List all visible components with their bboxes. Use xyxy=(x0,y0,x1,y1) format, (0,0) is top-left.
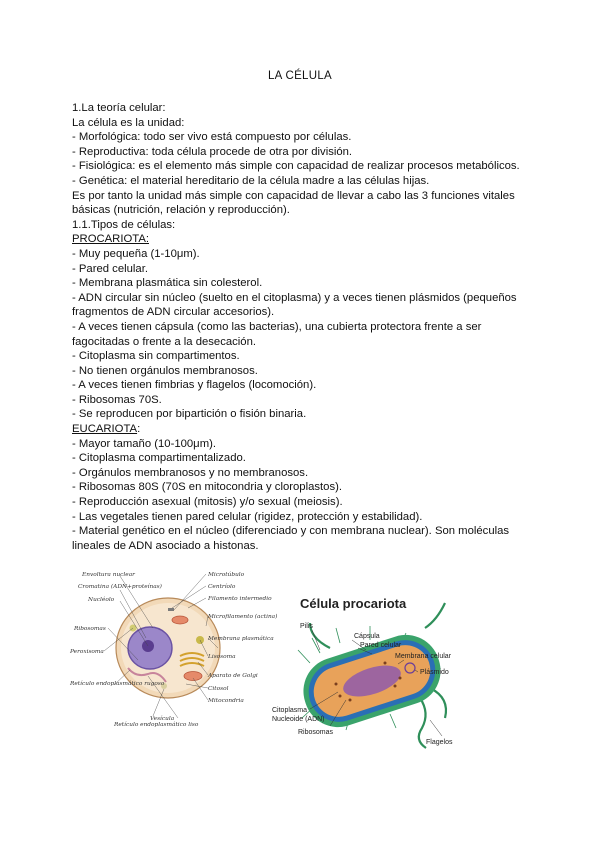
text-line: - Genética: el material hereditario de la célula madre a las células hijas. xyxy=(72,174,430,187)
label-membrana-celular: Membrana celular xyxy=(395,653,452,660)
list-item: - Muy pequeña (1-10μm). xyxy=(72,247,200,260)
text-line: 1.1.Tipos de células: xyxy=(72,218,176,231)
label-microfilamento: Microfilamento (actina) xyxy=(208,614,278,620)
text-line: 1.La teoría celular: xyxy=(72,102,166,114)
text-line: - Reproductiva: toda célula procede de otra por división. xyxy=(72,145,353,158)
text-line: - Fisiológica: es el elemento más simple con capacidad de realizar procesos metabólicos. xyxy=(72,160,520,173)
label-flagelos: Flagelos xyxy=(426,739,453,746)
label-nucleoide: Nucleoide (ADN) xyxy=(272,716,325,723)
list-item: - Membrana plasmática sin colesterol. xyxy=(72,277,263,290)
label-vesicula: Vesícula xyxy=(150,716,175,722)
label-lisosoma: Lisosoma xyxy=(208,654,236,660)
label-golgi: Aparato de Golgi xyxy=(208,673,258,679)
list-item: - Ribosomas 70S. xyxy=(72,393,162,406)
list-item: - Orgánulos membranosos y no membranosos. xyxy=(72,466,309,479)
text-line: La célula es la unidad: xyxy=(72,116,185,129)
list-item: - Citoplasma sin compartimentos. xyxy=(72,350,240,363)
label-pilis: Pilis xyxy=(300,623,313,630)
label-membrana: Membrana plasmática xyxy=(208,636,274,642)
list-item: - A veces tienen cápsula (como las bacterias), una cubierta protectora frente a ser fagocitadas o frente a la desecación. xyxy=(72,320,482,348)
list-item: - Se reproducen por bipartición o fisión binaria. xyxy=(72,408,307,421)
label-pared: Pared celular xyxy=(360,642,402,649)
text-line: - Morfológica: todo ser vivo está compuesto por células. xyxy=(72,131,352,144)
list-item: - Reproducción asexual (mitosis) y/o sexual (meiosis). xyxy=(72,496,343,509)
list-item: - Las vegetales tienen pared celular (rigidez, protección y estabilidad). xyxy=(72,510,423,523)
label-peroxisoma: Peroxisoma xyxy=(70,649,104,655)
label-cromatina: Cromatina (ADN+proteínas) xyxy=(78,584,162,590)
list-item: - Pared celular. xyxy=(72,262,148,275)
list-item: - No tienen orgánulos membranosos. xyxy=(72,364,258,377)
animal-cell-figure xyxy=(68,568,278,738)
list-item: - A veces tienen fimbrias y flagelos (locomoción). xyxy=(72,379,317,392)
eucariota-heading-line xyxy=(72,422,532,437)
label-citosol: Citosol xyxy=(208,686,229,692)
label-centriolo: Centríolo xyxy=(208,584,236,590)
label-filamento: Filamento intermedio xyxy=(208,596,272,602)
list-item: - Citoplasma compartimentalizado. xyxy=(72,452,246,465)
label-ribosomas: Ribosomas xyxy=(298,729,334,736)
label-microtubulo: Microtúbulo xyxy=(208,572,245,578)
prokaryote-figure xyxy=(270,588,470,748)
list-item: - Ribosomas 80S (70S en mitocondria y cloroplastos). xyxy=(72,481,342,494)
procariota-heading: PROCARIOTA: xyxy=(72,233,149,246)
centriole-shape xyxy=(168,608,174,611)
label-rel: Retículo endoplasmático liso xyxy=(114,722,199,728)
label-mitocondria: Mitocondria xyxy=(208,698,244,704)
mitochondria-shape xyxy=(184,672,202,681)
prokaryote-title: Célula procariota xyxy=(300,596,407,611)
document-body xyxy=(72,101,532,553)
label-envoltura: Envoltura nuclear xyxy=(82,572,135,578)
list-item: - ADN circular sin núcleo (suelto en el citoplasma) y a veces tienen plásmidos (pequeños fragmentos de ADN circular accesorios). xyxy=(72,291,517,319)
label-nucleolo: Nucléolo xyxy=(88,597,115,603)
label-plasmido: Plásmido xyxy=(420,669,449,676)
label-citoplasma: Citoplasma xyxy=(272,707,308,714)
eucariota-heading: EUCARIOTA xyxy=(72,423,138,436)
label-rer: Retículo endoplasmático rugoso xyxy=(70,681,165,687)
list-item: - Mayor tamaño (10-100μm). xyxy=(72,437,217,450)
label-ribosomas: Ribosomas xyxy=(74,626,106,632)
mitochondria-shape xyxy=(172,616,188,624)
eucariota-heading-colon: : xyxy=(137,423,141,436)
label-capsula: Cápsula xyxy=(354,633,380,640)
text-line: Es por tanto la unidad más simple con capacidad de llevar a cabo las 3 funciones vitales básicas (nutrición, relación y reproducción). xyxy=(72,189,515,217)
list-item: - Material genético en el núcleo (diferenciado y con membrana nuclear). Son moléculas lineales de ADN asociado a histonas. xyxy=(72,525,510,552)
page-title: LA CÉLULA xyxy=(267,70,333,82)
